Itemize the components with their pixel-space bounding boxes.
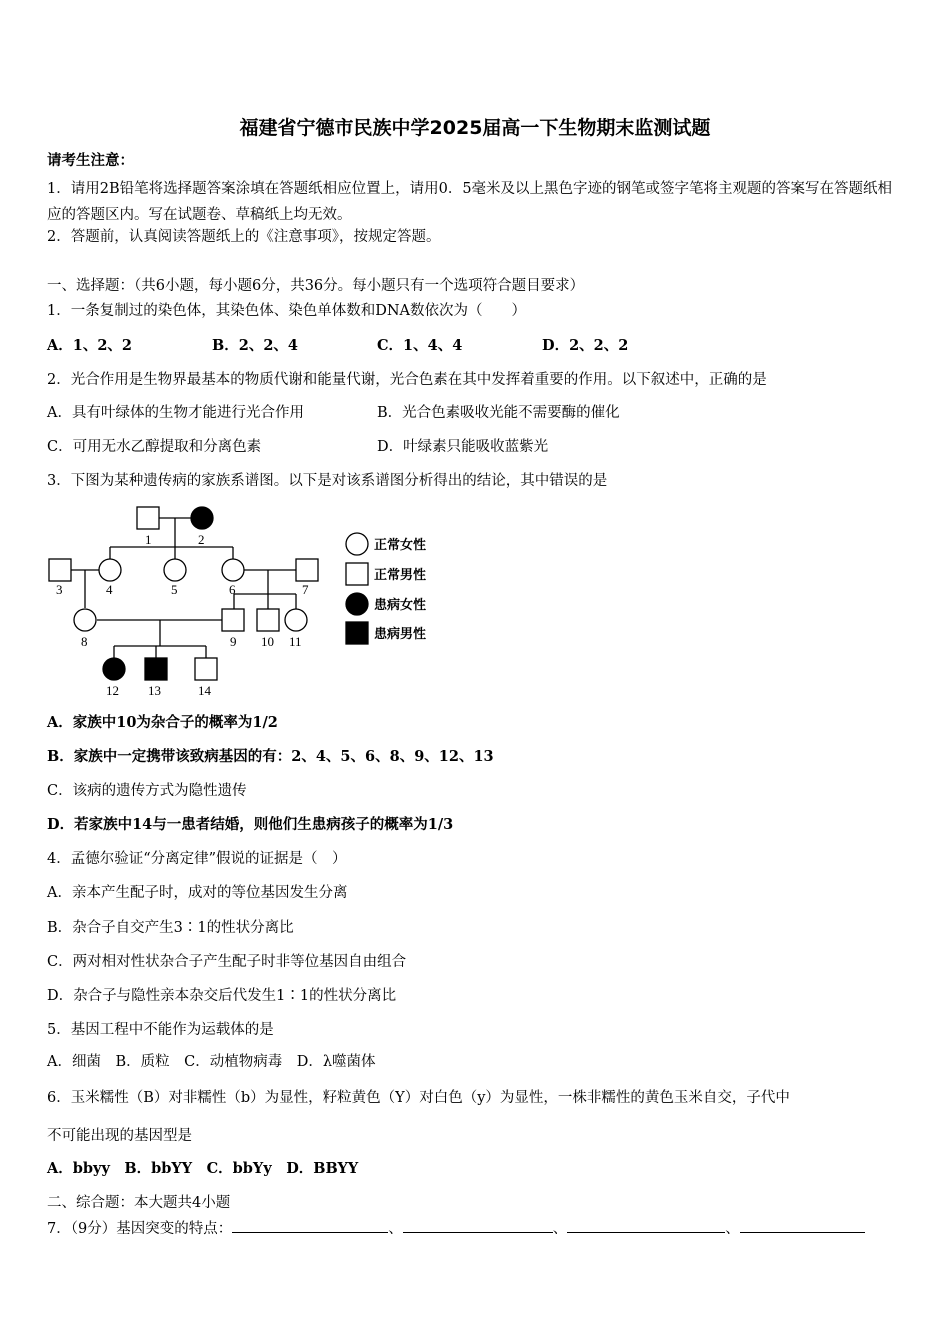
q1-option-a: A．1、2、2 (47, 337, 133, 354)
legend-affected-female-symbol (346, 593, 368, 615)
legend-normal-female-symbol (346, 533, 368, 555)
question-5-stem: 5．基因工程中不能作为运载体的是 (47, 1022, 274, 1038)
individual-9-normal-male (222, 609, 244, 631)
q4-option-c: C．两对相对性状杂合子产生配子时非等位基因自由组合 (47, 954, 407, 970)
question-2-stem: 2．光合作用是生物界最基本的物质代谢和能量代谢，光合色素在其中发挥着重要的作用。以下叙述中，正确的是 (47, 372, 767, 388)
individual-6-normal-female (222, 559, 244, 581)
label-5: 5 (171, 582, 178, 597)
legend-affected-male-symbol (346, 622, 368, 644)
q5-options: A．细菌 B．质粒 C．动植物病毒 D．λ噬菌体 (47, 1054, 376, 1070)
q1-option-b: B．2、2、4 (212, 337, 299, 354)
individual-1-normal-male (137, 507, 159, 529)
individual-2-affected-female (191, 507, 213, 529)
individual-7-normal-male (296, 559, 318, 581)
label-4: 4 (106, 582, 113, 597)
individual-12-affected-female (103, 658, 125, 680)
question-1-stem: 1．一条复制过的染色体，其染色体、染色单体数和DNA数依次为（ ） (47, 303, 527, 319)
legend-normal-female: 正常女性 (374, 538, 427, 553)
label-13: 13 (148, 683, 161, 698)
label-1: 1 (145, 532, 152, 547)
q7-answer-blank-4[interactable] (740, 1218, 865, 1233)
q7-answer-blank-2[interactable] (403, 1218, 553, 1233)
q7-separator-1: 、 (388, 1221, 403, 1237)
individual-10-normal-male (257, 609, 279, 631)
q4-option-b: B．杂合子自交产生3∶1的性状分离比 (47, 920, 294, 936)
individual-11-normal-female (285, 609, 307, 631)
q4-option-a: A．亲本产生配子时，成对的等位基因发生分离 (47, 885, 348, 901)
question-6-stem-line-2: 不可能出现的基因型是 (47, 1128, 192, 1144)
section-1-heading: 一、选择题：（共6小题，每小题6分，共36分。每小题只有一个选项符合题目要求） (47, 278, 585, 294)
q1-option-d: D．2、2、2 (542, 337, 629, 354)
label-14: 14 (198, 683, 211, 698)
q7-separator-2: 、 (552, 1221, 568, 1237)
notice-item-1: 1．请用2B铅笔将选择题答案涂填在答题纸相应位置上，请用0．5毫米及以上黑色字迹的钢笔或签字笔将主观题的答案写在答题纸相应的答题区内。写在试题卷、草稿纸上均无效。 (47, 181, 893, 223)
legend-affected-male: 患病男性 (374, 627, 427, 642)
question-7-stem: 7．（9分）基因突变的特点： (47, 1221, 233, 1237)
individual-5-normal-female (164, 559, 186, 581)
q3-option-c: C．该病的遗传方式为隐性遗传 (47, 783, 247, 799)
label-9: 9 (230, 634, 237, 649)
q4-option-d: D．杂合子与隐性亲本杂交后代发生1∶1的性状分离比 (47, 988, 397, 1004)
label-3: 3 (56, 582, 63, 597)
q1-option-c: C．1、4、4 (377, 337, 463, 354)
question-6-stem-line-1: 6．玉米糯性（B）对非糯性（b）为显性，籽粒黄色（Y）对白色（y）为显性，一株非糯性的黄色玉米自交，子代中 (47, 1090, 790, 1106)
q7-answer-blank-3[interactable] (567, 1218, 725, 1233)
label-8: 8 (81, 634, 88, 649)
q3-option-d: D．若家族中14与一患者结婚，则他们生患病孩子的概率为1/3 (47, 816, 454, 833)
individual-13-affected-male (145, 658, 167, 680)
question-7 (47, 1218, 865, 1239)
q2-option-b: B．光合色素吸收光能不需要酶的催化 (377, 405, 620, 421)
section-2-heading: 二、综合题：本大题共4小题 (47, 1195, 231, 1211)
q2-option-a: A．具有叶绿体的生物才能进行光合作用 (47, 405, 304, 421)
legend-normal-male-symbol (346, 563, 368, 585)
q2-option-d: D．叶绿素只能吸收蓝紫光 (377, 439, 549, 455)
individual-14-normal-male (195, 658, 217, 680)
legend-normal-male: 正常男性 (374, 568, 427, 583)
label-6: 6 (229, 582, 236, 597)
notice-item-2: 2．答题前，认真阅读答题纸上的《注意事项》，按规定答题。 (47, 229, 441, 245)
q3-option-b: B．家族中一定携带该致病基因的有：2、4、5、6、8、9、12、13 (47, 748, 494, 765)
legend-affected-female: 患病女性 (374, 598, 427, 613)
q7-separator-3: 、 (725, 1221, 740, 1237)
label-11: 11 (289, 634, 302, 649)
q6-options: A．bbyy B．bbYY C．bbYy D．BBYY (47, 1160, 359, 1177)
notice-heading: 请考生注意： (47, 152, 134, 169)
q2-option-c: C．可用无水乙醇提取和分离色素 (47, 439, 262, 455)
label-2: 2 (198, 532, 205, 547)
page-title: 福建省宁德市民族中学2025届高一下生物期末监测试题 (239, 117, 711, 139)
label-12: 12 (106, 683, 119, 698)
individual-4-normal-female (99, 559, 121, 581)
q3-option-a: A．家族中10为杂合子的概率为1/2 (47, 714, 278, 731)
question-3-stem: 3．下图为某种遗传病的家族系谱图。以下是对该系谱图分析得出的结论，其中错误的是 (47, 473, 608, 489)
pedigree-chart (40, 500, 460, 700)
label-10: 10 (261, 634, 274, 649)
individual-8-normal-female (74, 609, 96, 631)
question-4-stem: 4．孟德尔验证“分离定律”假说的证据是（ ） (47, 851, 347, 867)
individual-3-normal-male (49, 559, 71, 581)
label-7: 7 (302, 582, 309, 597)
q7-answer-blank-1[interactable] (232, 1218, 388, 1233)
